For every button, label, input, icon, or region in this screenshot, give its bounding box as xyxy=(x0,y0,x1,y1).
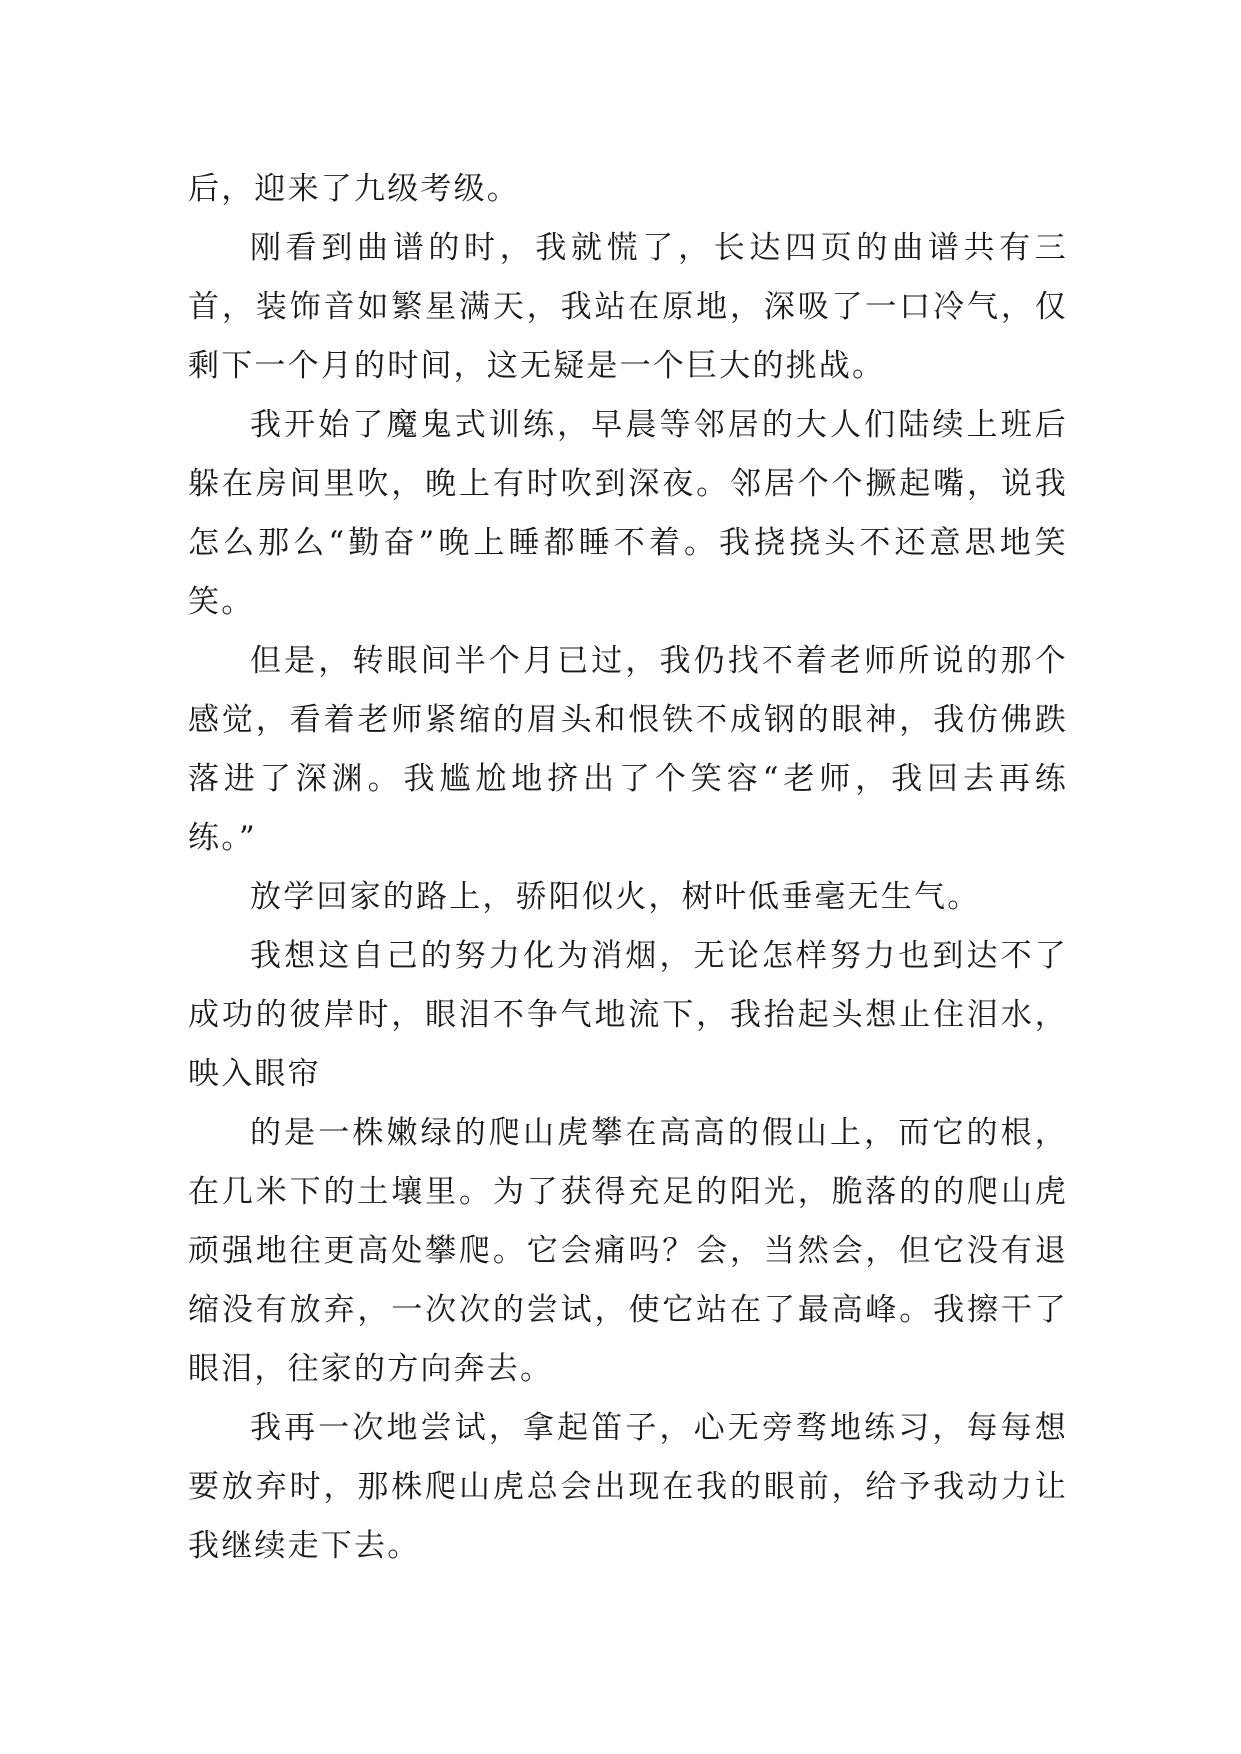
document-body xyxy=(188,160,1068,1576)
paragraph-2: 刚看到曲谱的时，我就慌了，长达四页的曲谱共有三首，装饰音如繁星满天，我站在原地，深吸了一口冷气，仅剩下一个月的时间，这无疑是一个巨大的挑战。 xyxy=(188,230,1068,384)
paragraph-5: 放学回家的路上，骄阳似火，树叶低垂毫无生气。 xyxy=(250,879,981,915)
paragraph-7: 的是一株嫩绿的爬山虎攀在高高的假山上，而它的根，在几米下的土壤里。为了获得充足的阳光，脆落的的爬山虎顽强地往更高处攀爬。它会痛吗？会，当然会，但它没有退缩没有放弃，一次次的尝试，使它站在了最高峰。我擦干了眼泪，往家的方向奔去。 xyxy=(188,1115,1068,1387)
paragraph-4: 但是，转眼间半个月已过，我仍找不着老师所说的那个感觉，看着老师紧缩的眉头和恨铁不成钢的眼神，我仿佛跌落进了深渊。我尴尬地挤出了个笑容“老师，我回去再练练。” xyxy=(188,643,1068,856)
paragraph-6: 我想这自己的努力化为消烟，无论怎样努力也到达不了成功的彼岸时，眼泪不争气地流下，我抬起头想止住泪水，映入眼帘 xyxy=(188,938,1068,1092)
paragraph-3: 我开始了魔鬼式训练，早晨等邻居的大人们陆续上班后躲在房间里吹，晚上有时吹到深夜。邻居个个撅起嘴，说我怎么那么“勤奋”晚上睡都睡不着。我挠挠头不还意思地笑笑。 xyxy=(188,407,1068,620)
paragraph-8: 我再一次地尝试，拿起笛子，心无旁骛地练习，每每想要放弃时，那株爬山虎总会出现在我的眼前，给予我动力让我继续走下去。 xyxy=(188,1410,1068,1564)
paragraph-1: 后，迎来了九级考级。 xyxy=(188,171,520,207)
